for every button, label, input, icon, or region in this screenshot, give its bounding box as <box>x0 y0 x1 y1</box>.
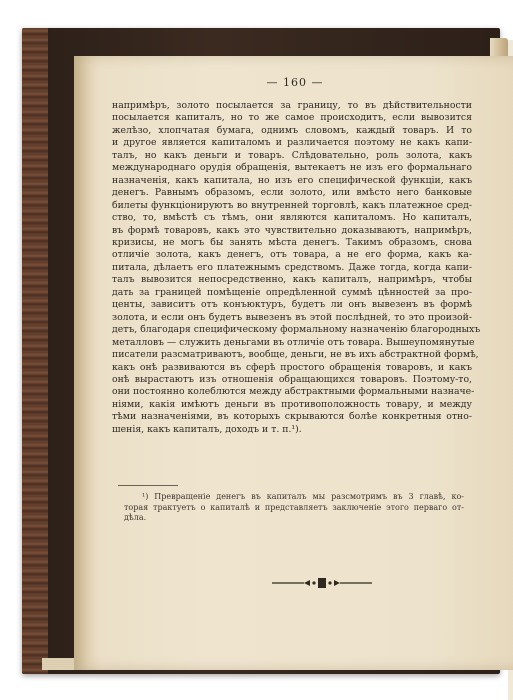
text-line: золота, и если онъ будетъ вывезенъ въ этой послѣдней, то это произой- <box>112 311 472 323</box>
text-line: они постоянно колеблются между абстрактными формальными назначе- <box>112 386 475 398</box>
footnote-line: дѣла. <box>124 513 147 522</box>
text-line: какъ онѣ развиваются въ сферѣ простого обращенія товаровъ, и какъ <box>112 361 472 373</box>
text-line: центы, зависитъ отъ конъюктуръ, будетъ ли онъ вывезенъ въ формѣ <box>112 299 472 311</box>
footnote <box>124 492 464 524</box>
text-line: отличіе золота, какъ денегъ, отъ товара, а не его форма, какъ ка- <box>112 249 472 261</box>
text-line: металловъ — служить деньгами въ отличіе отъ товара. Вышеупомянутые <box>112 336 475 348</box>
text-line: билеты функціонируютъ во внутренней торговлѣ, какъ платежное сред- <box>112 199 472 211</box>
book <box>22 28 500 674</box>
text-line: въ формѣ товаровъ, какъ это чувствительно доказываютъ, напримѣръ, <box>112 224 472 236</box>
text-line: детъ, благодаря специфическому формальному назначенію благородныхъ <box>112 324 481 336</box>
footnote-line: ¹) Превращеніе денегъ въ капиталъ мы разсмотримъ въ 3 главѣ, ко- <box>142 492 464 501</box>
text-line: талъ, но какъ деньги и товаръ. Слѣдовательно, роль золота, какъ <box>112 149 472 161</box>
book-page <box>74 56 513 670</box>
text-line: кризисы, не могъ бы занять мѣста денегъ. Такимъ образомъ, снова <box>112 236 472 248</box>
text-line: ніями, какія имѣютъ деньги въ противоположность товару, и между <box>112 398 472 410</box>
page-number: — 160 — <box>266 76 324 89</box>
text-line: онѣ вырастаютъ изъ отношенія обращающихся товаровъ. Поэтому-то, <box>112 373 472 385</box>
text-line: талъ вывозится непосредственно, какъ капиталъ, напримѣръ, чтобы <box>112 274 472 286</box>
book-spine-edge <box>22 28 48 674</box>
footnote-line: торая трактуетъ о капиталѣ и представляетъ заключеніе этого перваго от- <box>124 502 464 512</box>
text-line: питала, дѣлаетъ его платежнымъ средствомъ. Даже тогда, когда капи- <box>112 261 472 273</box>
text-line: дать за границей помѣщеніе опредѣленной суммѣ цѣнностей за про- <box>112 286 472 298</box>
text-line: ство, то, вмѣстѣ съ тѣмъ, они являются капиталомъ. Но капиталъ, <box>112 212 472 224</box>
text-line: посылается капиталъ, но то же самое происходитъ, если вывозится <box>112 112 472 124</box>
body-text <box>112 100 481 436</box>
text-line: и другое является капиталомъ и различается поэтому не какъ капи- <box>112 137 472 149</box>
text-line: писатели разсматриваютъ, вообще, деньги, не въ ихъ абстрактной формѣ, <box>112 349 479 361</box>
text-line: желѣзо, хлопчатая бумага, однимъ словомъ, каждый товаръ. И то <box>112 124 472 136</box>
text-line: напримѣръ, золото посылается за границу, то въ дѣйствительности <box>112 100 472 111</box>
text-line: шенія, какъ капиталъ, доходъ и т. п.¹). <box>112 423 302 435</box>
text-line: международнаго орудія обращенія, вытекаетъ не изъ его формальнаго <box>112 162 472 174</box>
ornament-divider-icon <box>270 576 374 590</box>
footnote-rule <box>118 485 178 486</box>
text-line: назначенія, какъ капитала, но изъ его специфической функціи, какъ <box>112 174 472 186</box>
text-line: тѣми назначеніями, въ которыхъ скрываются болѣе конкретныя отно- <box>112 411 472 423</box>
text-line: денегъ. Равнымъ образомъ, если золото, или вмѣсто него банковые <box>112 187 472 199</box>
